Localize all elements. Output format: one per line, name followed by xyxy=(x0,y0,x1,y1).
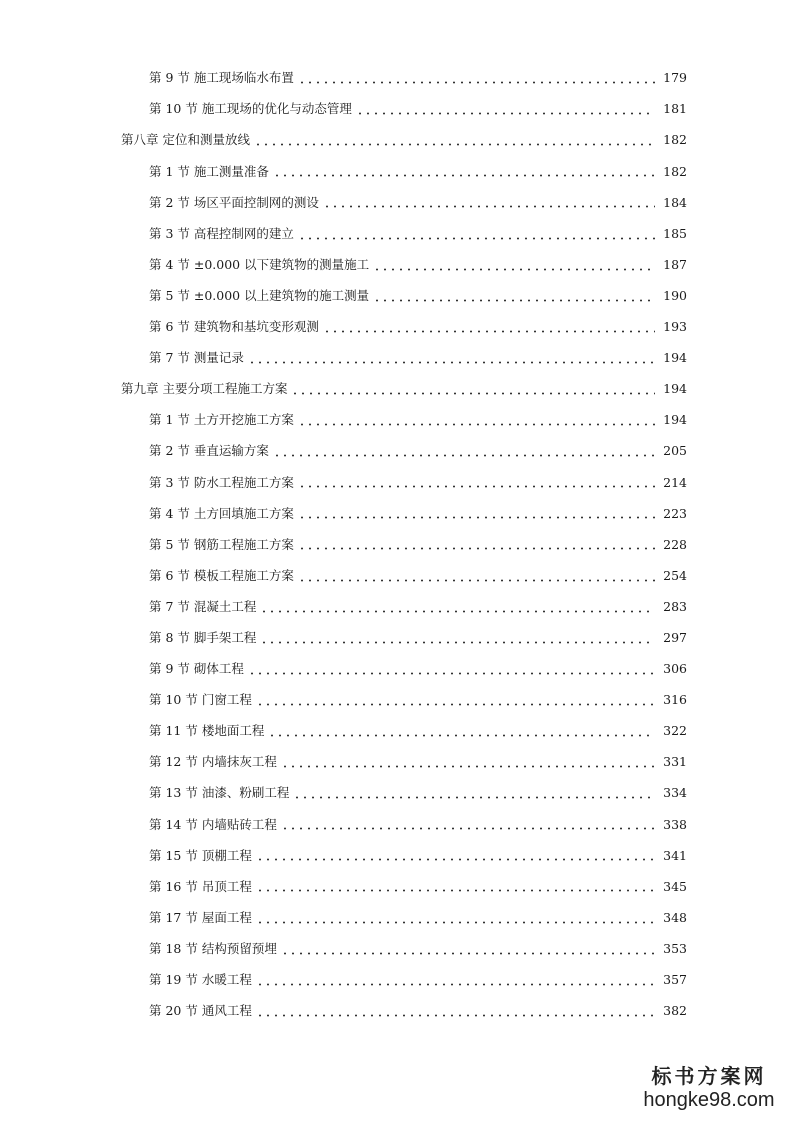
toc-dot-leader xyxy=(260,641,655,644)
toc-section-entry[interactable] xyxy=(0,250,793,281)
toc-dot-leader xyxy=(323,205,655,208)
toc-entry-title: 第 7 节 测量记录 xyxy=(149,350,244,366)
toc-entry-title: 第 14 节 内墙贴砖工程 xyxy=(149,816,277,832)
toc-dot-leader xyxy=(298,516,655,519)
toc-entry-page-number: 228 xyxy=(663,536,687,552)
toc-entry-title: 第 20 节 通风工程 xyxy=(149,1003,252,1019)
toc-entry-page-number: 338 xyxy=(663,816,687,832)
toc-section-entry[interactable] xyxy=(0,716,793,747)
toc-dot-leader xyxy=(281,827,655,830)
toc-entry-title: 第 17 节 屋面工程 xyxy=(149,909,252,925)
watermark-logo xyxy=(639,1064,779,1112)
toc-entry-page-number: 341 xyxy=(663,847,687,863)
toc-entry-title: 第 15 节 顶棚工程 xyxy=(149,847,252,863)
toc-entry-page-number: 283 xyxy=(663,598,687,614)
toc-entry-title: 第 6 节 模板工程施工方案 xyxy=(149,567,294,583)
toc-entry-page-number: 194 xyxy=(663,350,687,366)
toc-entry-page-number: 334 xyxy=(663,785,687,801)
toc-entry-page-number: 322 xyxy=(663,723,687,739)
toc-dot-leader xyxy=(281,952,655,955)
toc-dot-leader xyxy=(291,392,655,395)
toc-entry-page-number: 181 xyxy=(663,101,687,117)
toc-section-entry[interactable] xyxy=(0,529,793,560)
toc-section-entry[interactable] xyxy=(0,592,793,623)
toc-dot-leader xyxy=(281,765,655,768)
toc-entry-page-number: 331 xyxy=(663,754,687,770)
toc-section-entry[interactable] xyxy=(0,685,793,716)
toc-dot-leader xyxy=(298,485,655,488)
table-of-contents xyxy=(0,63,793,1027)
toc-entry-page-number: 205 xyxy=(663,443,687,459)
toc-section-entry[interactable] xyxy=(0,467,793,498)
toc-section-entry[interactable] xyxy=(0,218,793,249)
toc-section-entry[interactable] xyxy=(0,871,793,902)
toc-section-entry[interactable] xyxy=(0,809,793,840)
toc-section-entry[interactable] xyxy=(0,934,793,965)
toc-section-entry[interactable] xyxy=(0,187,793,218)
toc-entry-title: 第 10 节 门窗工程 xyxy=(149,692,252,708)
toc-dot-leader xyxy=(298,423,655,426)
toc-entry-title: 第 19 节 水暖工程 xyxy=(149,972,252,988)
toc-dot-leader xyxy=(256,983,655,986)
toc-entry-title: 第 4 节 土方回填施工方案 xyxy=(149,505,294,521)
toc-entry-page-number: 382 xyxy=(663,1003,687,1019)
toc-dot-leader xyxy=(298,237,655,240)
toc-section-entry[interactable] xyxy=(0,903,793,934)
toc-dot-leader xyxy=(256,889,655,892)
toc-entry-title: 第 10 节 施工现场的优化与动态管理 xyxy=(149,101,352,117)
toc-dot-leader xyxy=(298,81,655,84)
toc-dot-leader xyxy=(373,299,655,302)
toc-entry-title: 第 1 节 施工测量准备 xyxy=(149,163,269,179)
toc-dot-leader xyxy=(268,734,655,737)
toc-chapter-entry[interactable] xyxy=(0,374,793,405)
toc-entry-page-number: 190 xyxy=(663,287,687,303)
toc-entry-title: 第 5 节 ±0.000 以上建筑物的施工测量 xyxy=(149,287,370,303)
toc-dot-leader xyxy=(260,610,655,613)
toc-dot-leader xyxy=(256,858,655,861)
toc-section-entry[interactable] xyxy=(0,561,793,592)
toc-entry-title: 第 2 节 垂直运输方案 xyxy=(149,443,269,459)
toc-entry-page-number: 306 xyxy=(663,661,687,677)
watermark-url: hongke98.com xyxy=(643,1089,775,1111)
toc-entry-page-number: 353 xyxy=(663,940,687,956)
toc-entry-title: 第 4 节 ±0.000 以下建筑物的测量施工 xyxy=(149,256,370,272)
toc-section-entry[interactable] xyxy=(0,312,793,343)
toc-entry-title: 第 3 节 高程控制网的建立 xyxy=(149,225,294,241)
toc-section-entry[interactable] xyxy=(0,405,793,436)
toc-entry-title: 第 12 节 内墙抹灰工程 xyxy=(149,754,277,770)
toc-dot-leader xyxy=(273,174,655,177)
toc-entry-page-number: 184 xyxy=(663,194,687,210)
toc-section-entry[interactable] xyxy=(0,156,793,187)
toc-entry-page-number: 194 xyxy=(663,412,687,428)
toc-dot-leader xyxy=(273,454,655,457)
watermark-name: 标书方案网 xyxy=(651,1064,767,1088)
toc-entry-page-number: 182 xyxy=(663,132,687,148)
toc-section-entry[interactable] xyxy=(0,965,793,996)
toc-entry-title: 第八章 定位和测量放线 xyxy=(121,132,250,148)
toc-entry-title: 第 1 节 土方开挖施工方案 xyxy=(149,412,294,428)
toc-dot-leader xyxy=(373,268,655,271)
toc-entry-title: 第九章 主要分项工程施工方案 xyxy=(121,381,288,397)
toc-entry-page-number: 185 xyxy=(663,225,687,241)
toc-entry-page-number: 193 xyxy=(663,319,687,335)
toc-section-entry[interactable] xyxy=(0,840,793,871)
toc-entry-title: 第 8 节 脚手架工程 xyxy=(149,629,257,645)
toc-section-entry[interactable] xyxy=(0,654,793,685)
toc-section-entry[interactable] xyxy=(0,996,793,1027)
toc-entry-title: 第 9 节 施工现场临水布置 xyxy=(149,70,294,86)
toc-entry-page-number: 194 xyxy=(663,381,687,397)
toc-entry-title: 第 9 节 砌体工程 xyxy=(149,661,244,677)
toc-entry-page-number: 348 xyxy=(663,909,687,925)
toc-entry-title: 第 11 节 楼地面工程 xyxy=(149,723,265,739)
toc-entry-page-number: 223 xyxy=(663,505,687,521)
toc-dot-leader xyxy=(248,361,655,364)
toc-entry-title: 第 3 节 防水工程施工方案 xyxy=(149,474,294,490)
toc-dot-leader xyxy=(293,796,655,799)
toc-entry-title: 第 18 节 结构预留预埋 xyxy=(149,940,277,956)
toc-dot-leader xyxy=(356,112,655,115)
toc-dot-leader xyxy=(256,1014,655,1017)
toc-section-entry[interactable] xyxy=(0,343,793,374)
toc-chapter-entry[interactable] xyxy=(0,125,793,156)
toc-entry-title: 第 2 节 场区平面控制网的测设 xyxy=(149,194,319,210)
toc-entry-page-number: 316 xyxy=(663,692,687,708)
toc-dot-leader xyxy=(256,703,655,706)
toc-entry-page-number: 182 xyxy=(663,163,687,179)
toc-entry-page-number: 179 xyxy=(663,70,687,86)
toc-entry-page-number: 254 xyxy=(663,567,687,583)
toc-entry-page-number: 357 xyxy=(663,972,687,988)
toc-section-entry[interactable] xyxy=(0,94,793,125)
toc-section-entry[interactable] xyxy=(0,778,793,809)
toc-dot-leader xyxy=(248,672,655,675)
toc-dot-leader xyxy=(256,921,655,924)
toc-section-entry[interactable] xyxy=(0,623,793,654)
toc-entry-title: 第 13 节 油漆、粉刷工程 xyxy=(149,785,290,801)
toc-section-entry[interactable] xyxy=(0,747,793,778)
toc-entry-title: 第 7 节 混凝土工程 xyxy=(149,598,257,614)
toc-section-entry[interactable] xyxy=(0,281,793,312)
toc-dot-leader xyxy=(298,579,655,582)
toc-entry-title: 第 16 节 吊顶工程 xyxy=(149,878,252,894)
toc-section-entry[interactable] xyxy=(0,498,793,529)
toc-dot-leader xyxy=(323,330,655,333)
toc-entry-title: 第 6 节 建筑物和基坑变形观测 xyxy=(149,319,319,335)
toc-entry-page-number: 345 xyxy=(663,878,687,894)
toc-section-entry[interactable] xyxy=(0,436,793,467)
toc-entry-page-number: 214 xyxy=(663,474,687,490)
toc-entry-title: 第 5 节 钢筋工程施工方案 xyxy=(149,536,294,552)
toc-entry-page-number: 187 xyxy=(663,256,687,272)
toc-section-entry[interactable] xyxy=(0,63,793,94)
toc-dot-leader xyxy=(254,143,655,146)
toc-entry-page-number: 297 xyxy=(663,629,687,645)
toc-dot-leader xyxy=(298,547,655,550)
